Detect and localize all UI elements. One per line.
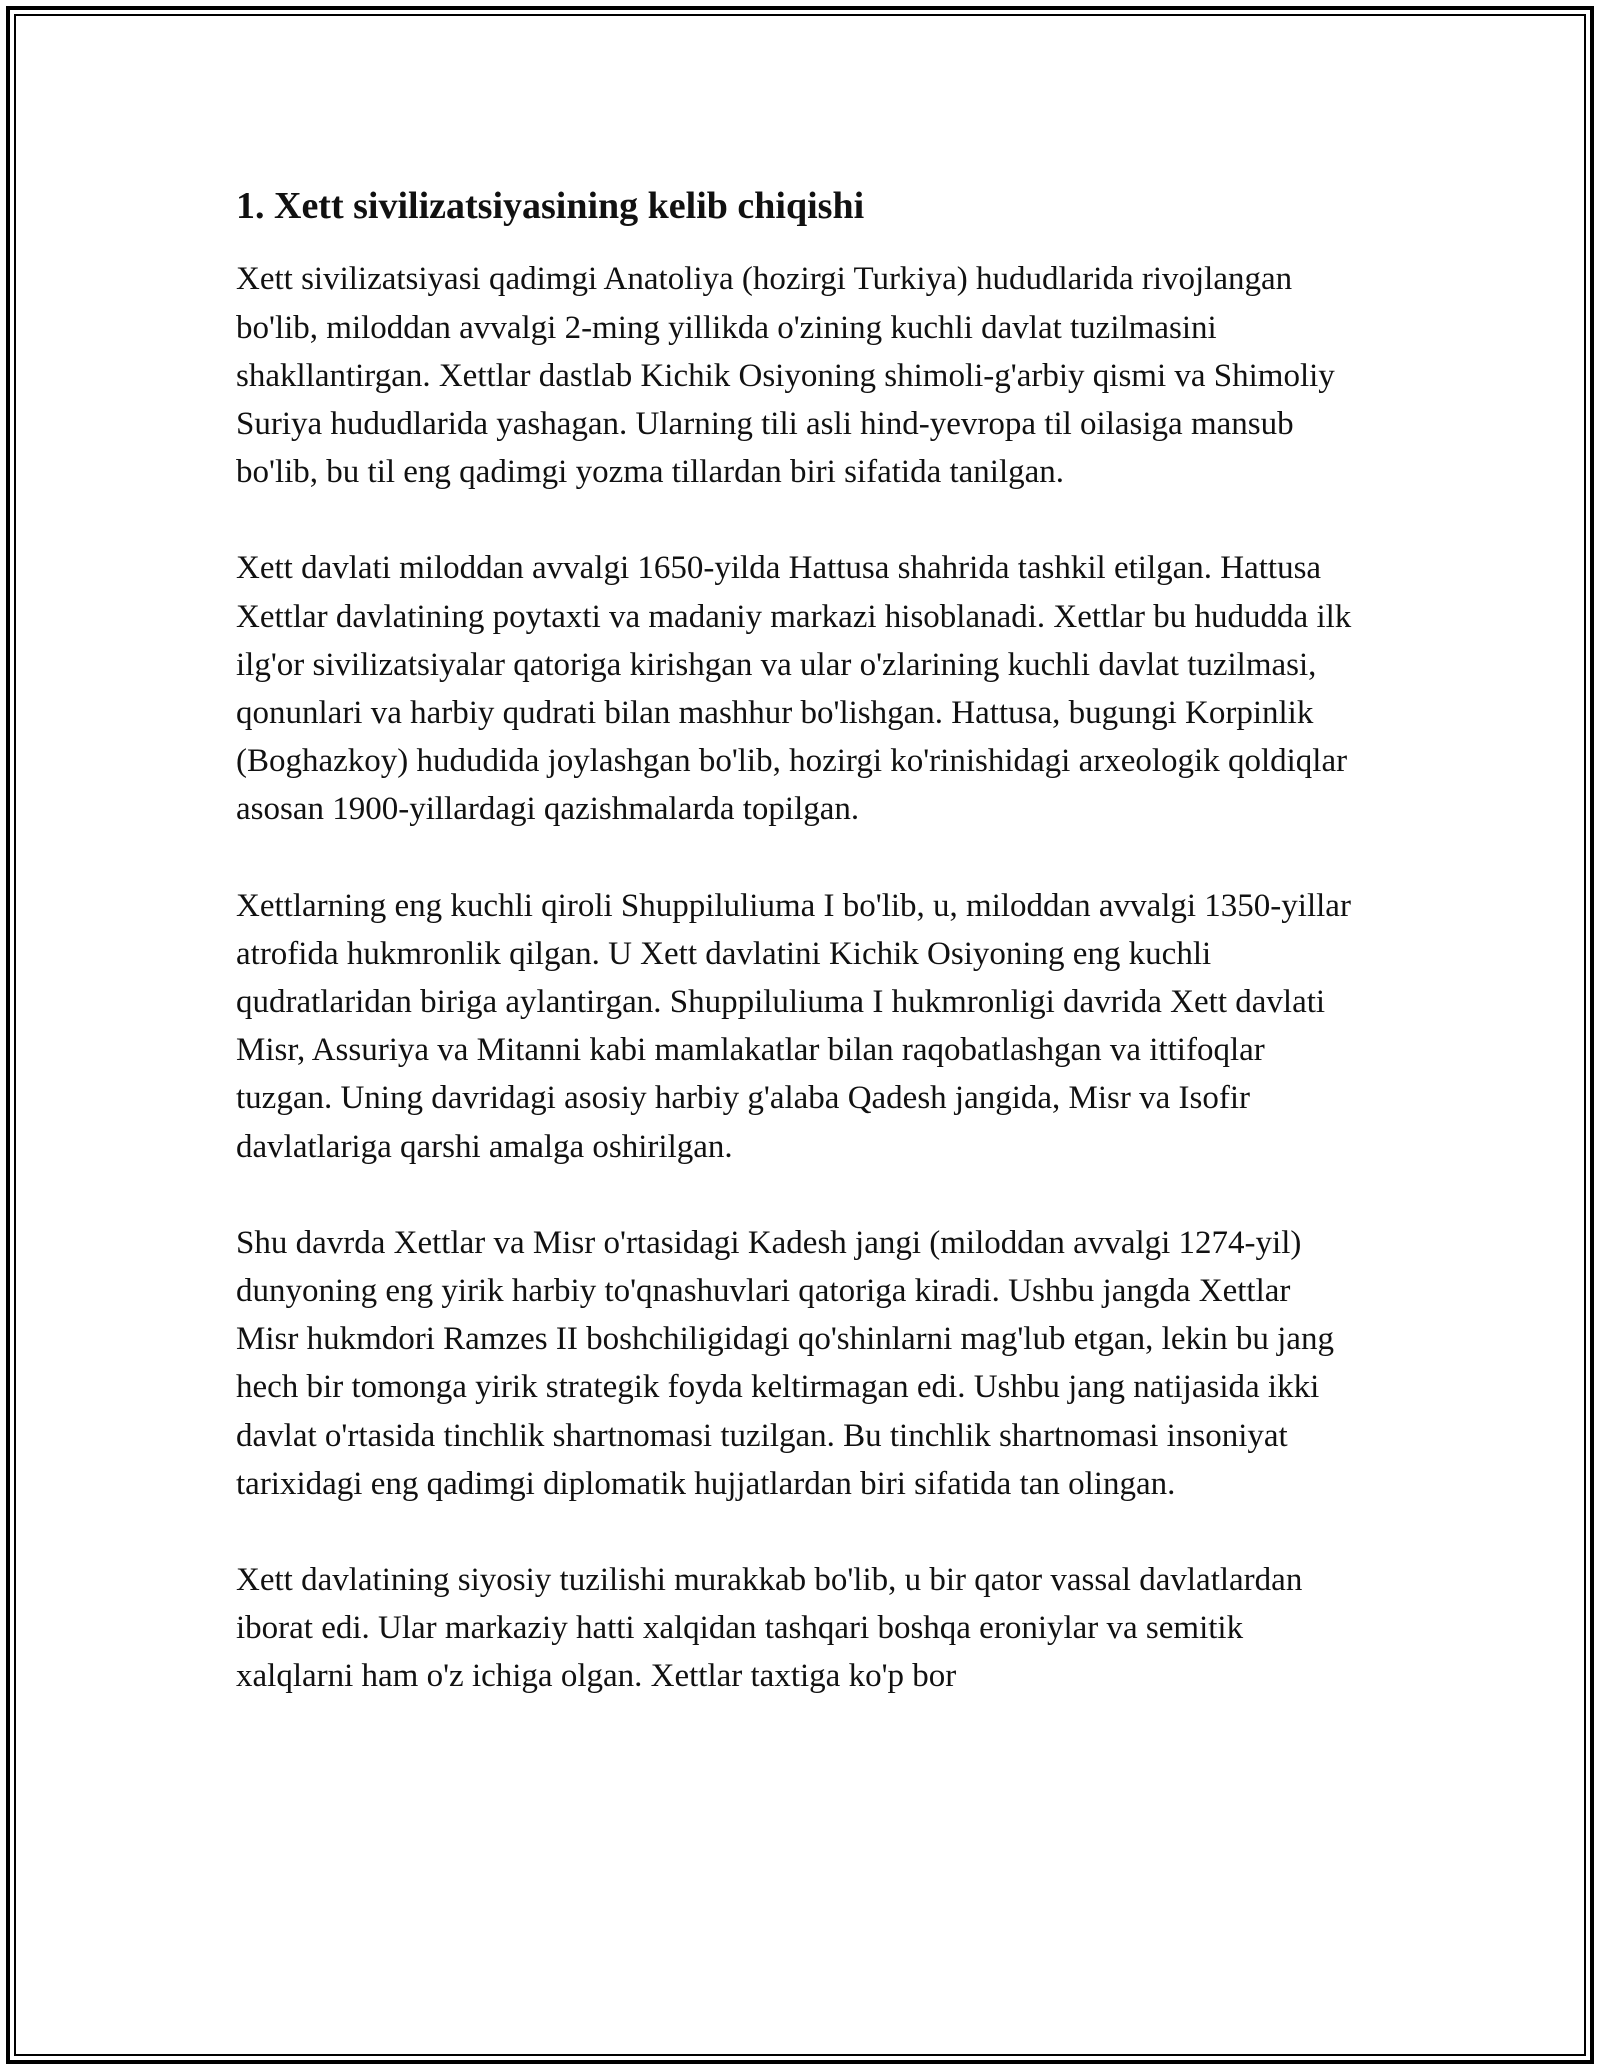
paragraph: Xettlarning eng kuchli qiroli Shuppiluliuma I bo'lib, u, miloddan avvalgi 1350-yillar atrofida hukmronlik qilgan. U Xett davlatini Kichik Osiyoning eng kuchli qudratlaridan biriga aylantirgan. Shuppiluliuma I hukmronligi davrida Xett davlati Misr, Assuriya va Mitanni kabi mamlakatlar bilan raqobatlashgan va ittifoqlar tuzgan. Uning davridagi asosiy harbiy g'alaba Qadesh jangida, Misr va Isofir davlatlariga qarshi amalga oshirilgan. <box>236 887 1351 1165</box>
section-heading: 1. Xett sivilizatsiyasining kelib chiqishi <box>236 185 865 227</box>
document-body <box>236 182 1356 1749</box>
paragraph: Xett davlatining siyosiy tuzilishi murakkab bo'lib, u bir qator vassal davlatlardan iborat edi. Ular markaziy hatti xalqidan tashqari boshqa eroniylar va semitik xalqlarni ham o'z ichiga olgan. Xettlar taxtiga ko'p bor <box>236 1562 1303 1695</box>
paragraph: Shu davrda Xettlar va Misr o'rtasidagi Kadesh jangi (miloddan avvalgi 1274-yil) dunyoning eng yirik harbiy to'qnashuvlari qatoriga kiradi. Ushbu jangda Xettlar Misr hukmdori Ramzes II boshchiligidagi qo'shinlarni mag'lub etgan, lekin bu jang hech bir tomonga yirik strategik foyda keltirmagan edi. Ushbu jang natijasida ikki davlat o'rtasida tinchlik shartnomasi tuzilgan. Bu tinchlik shartnomasi insoniyat tarixidagi eng qadimgi diplomatik hujjatlardan biri sifatida tan olingan. <box>236 1224 1334 1502</box>
paragraph: Xett sivilizatsiyasi qadimgi Anatoliya (hozirgi Turkiya) hududlarida rivojlangan bo'lib, miloddan avvalgi 2-ming yillikda o'zining kuchli davlat tuzilmasini shakllantirgan. Xettlar dastlab Kichik Osiyoning shimoli-g'arbiy qismi va Shimoliy Suriya hududlarida yashagan. Ularning tili asli hind-yevropa til oilasiga mansub bo'lib, bu til eng qadimgi yozma tillardan biri sifatida tanilgan. <box>236 261 1335 491</box>
paragraph: Xett davlati miloddan avvalgi 1650-yilda Hattusa shahrida tashkil etilgan. Hattusa Xettlar davlatining poytaxti va madaniy markazi hisoblanadi. Xettlar bu hududda ilk ilg'or sivilizatsiyalar qatoriga kirishgan va ular o'zlarining kuchli davlat tuzilmasi, qonunlari va harbiy qudrati bilan mashhur bo'lishgan. Hattusa, bugungi Korpinlik (Boghazkoy) hududida joylashgan bo'lib, hozirgi ko'rinishidagi arxeologik qoldiqlar asosan 1900-yillardagi qazishmalarda topilgan. <box>236 550 1352 828</box>
